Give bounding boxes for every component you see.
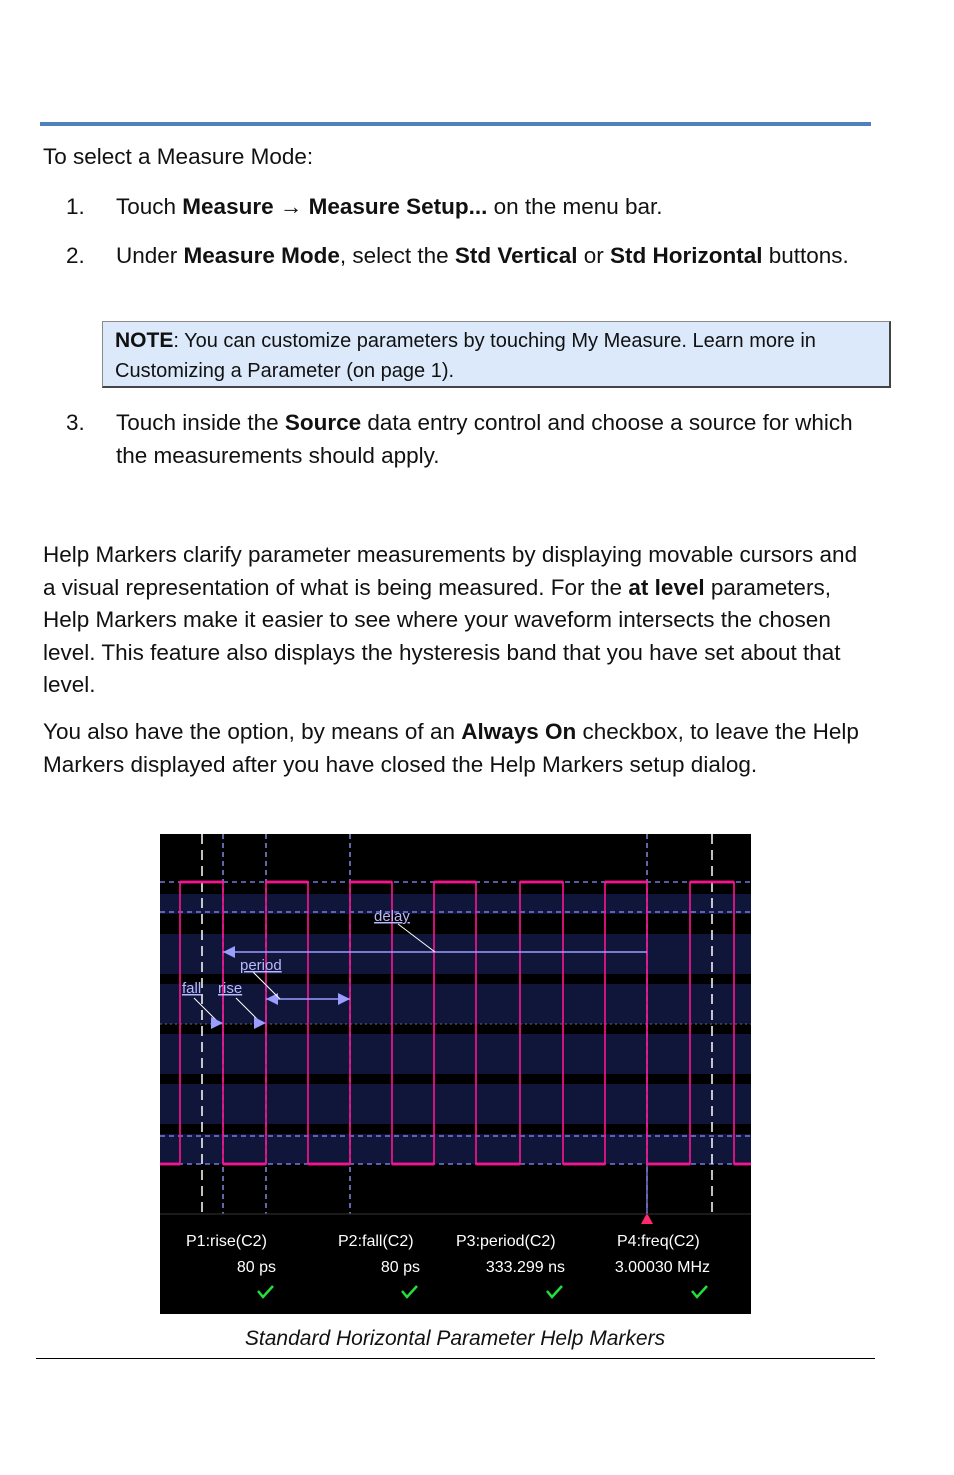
always-on-paragraph: You also have the option, by means of an Always On checkbox, to leave the Help Markers displayed after you have closed the Help Markers setup dialog. bbox=[43, 719, 859, 777]
param-name: P1:rise(C2) bbox=[186, 1233, 267, 1250]
param-value: 80 ps bbox=[236, 1259, 276, 1276]
period-label: period bbox=[240, 957, 282, 974]
step-number: 1. bbox=[66, 194, 85, 219]
delay-label: delay bbox=[374, 908, 410, 925]
note-box bbox=[102, 321, 891, 388]
figure-caption: Standard Horizontal Parameter Help Markers bbox=[244, 1327, 666, 1350]
step-text: Under Measure Mode, select the Std Vertical or Std Horizontal buttons. bbox=[116, 243, 849, 268]
oscilloscope-screenshot bbox=[160, 834, 751, 1314]
param-name: P3:period(C2) bbox=[456, 1233, 556, 1250]
param-name: P4:freq(C2) bbox=[617, 1233, 700, 1250]
param-value: 80 ps bbox=[380, 1259, 420, 1276]
rise-label: rise bbox=[218, 980, 243, 997]
step-number: 3. bbox=[66, 410, 85, 435]
step-text: Touch Measure → Measure Setup... on the menu bar. bbox=[116, 194, 663, 219]
step-text: Touch inside the Source data entry control and choose a source for which the measurements should apply. bbox=[116, 410, 853, 468]
note-label: NOTE bbox=[115, 329, 174, 352]
param-value: 3.00030 MHz bbox=[614, 1259, 710, 1276]
step-number: 2. bbox=[66, 243, 85, 268]
scope-display bbox=[160, 834, 751, 1314]
top-rule bbox=[40, 122, 871, 126]
note-text: : You can customize parameters by touching My Measure. Learn more in Customizing a Parameter (on page 1). bbox=[115, 330, 816, 382]
param-value: 333.299 ns bbox=[485, 1259, 565, 1276]
check-icons bbox=[258, 1286, 707, 1297]
help-markers-paragraph: Help Markers clarify parameter measurements by displaying movable cursors and a visual representation of what is being measured. For the at level parameters, Help Markers make it easier to see where your waveform intersects the chosen level. This feature also displays the hysteresis band that you have set about that level. bbox=[43, 542, 858, 697]
intro-text: To select a Measure Mode: bbox=[43, 144, 314, 169]
param-name: P2:fall(C2) bbox=[338, 1233, 414, 1250]
parameter-readout bbox=[186, 1233, 710, 1297]
bottom-rule bbox=[36, 1358, 875, 1359]
fall-label: fall bbox=[182, 980, 202, 997]
